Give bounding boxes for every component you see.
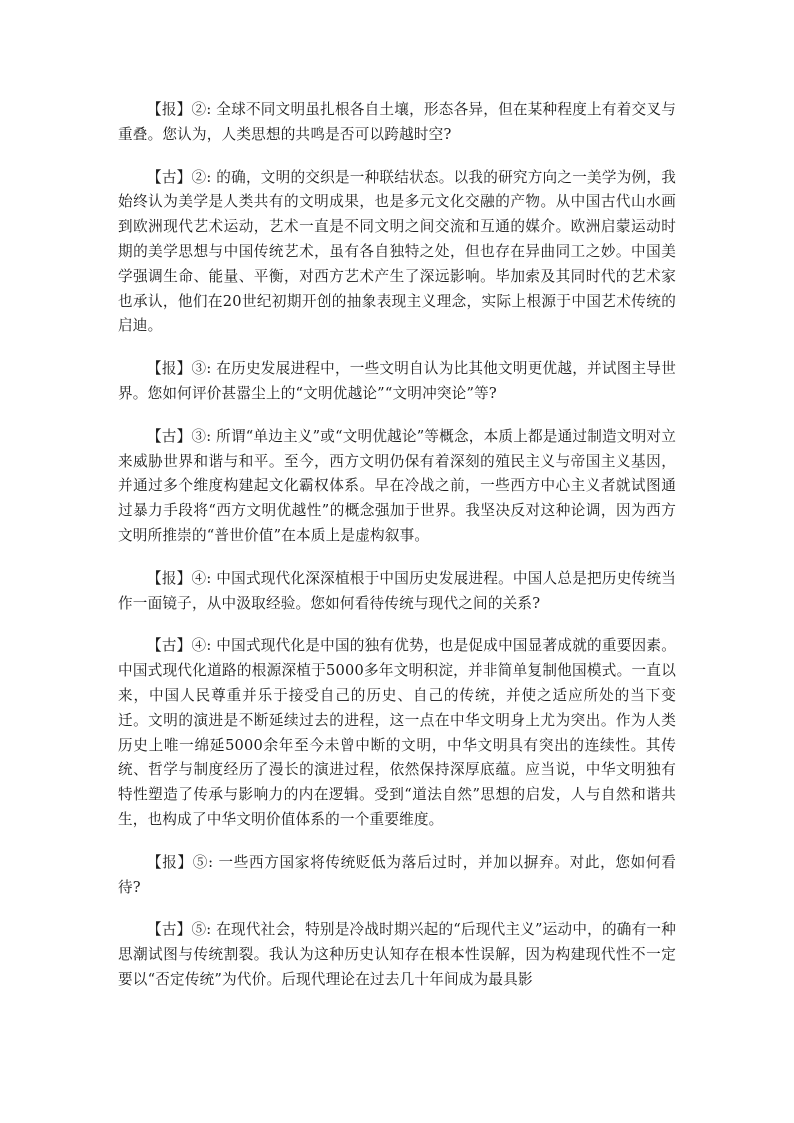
paragraph-reporter-2 — [118, 98, 676, 148]
paragraph-text: 在历史发展进程中，一些文明自认为比其他文明更优越，并试图主导世界。您如何评价甚嚣尘上的“文明优越论”“文明冲突论”等? — [118, 360, 676, 402]
speaker-label: 【报】②: — [147, 101, 212, 118]
speaker-label: 【古】⑤: — [147, 921, 212, 939]
paragraph-reporter-3 — [118, 357, 676, 407]
speaker-label: 【报】④: — [147, 569, 212, 587]
document-page — [118, 98, 676, 1011]
paragraph-text: 在现代社会，特别是冷战时期兴起的“后现代主义”运动中，的确有一种思潮试图与传统割裂。我认为这种历史认知存在根本性误解，因为构建现代性不一定要以“否定传统”为代价。后现代理论在过去几十年间成为最具影 — [118, 921, 676, 988]
paragraph-text: 中国式现代化是中国的独有优势，也是促成中国显著成就的重要因素。中国式现代化道路的根源深植于5000多年文明积淀，并非简单复制他国模式。一直以来，中国人民尊重并乐于接受自己的历史、自己的传统，并使之适应所处的当下变迁。文明的演进是不断延续过去的进程，这一点在中华文明身上尤为突出。作为人类历史上唯一绵延5000余年至今未曾中断的文明，中华文明具有突出的连续性。其传统、哲学与制度经历了漫长的演进过程，依然保持深厚底蕴。应当说，中华文明独有特性塑造了传承与影响力的内在逻辑。受到“道法自然”思想的启发，人与自然和谐共生，也构成了中华文明价值体系的一个重要维度。 — [118, 637, 676, 828]
paragraph-text: 中国式现代化深深植根于中国历史发展进程。中国人总是把历史传统当作一面镜子，从中汲取经验。您如何看待传统与现代之间的关系? — [118, 569, 676, 612]
paragraph-text: 的确，文明的交织是一种联结状态。以我的研究方向之一美学为例，我始终认为美学是人类共有的文明成果，也是多元文化交融的产物。从中国古代山水画到欧洲现代艺术运动，艺术一直是不同文明之间交流和互通的媒介。欧洲启蒙运动时期的美学思想与中国传统艺术，虽有各自独特之处，但也存在异曲同工之妙。中国美学强调生命、能量、平衡，对西方艺术产生了深远影响。毕加索及其同时代的艺术家也承认，他们在20世纪初期开创的抽象表现主义理念，实际上根源于中国艺术传统的启迪。 — [118, 168, 676, 335]
paragraph-reporter-5 — [118, 851, 676, 901]
paragraph-gu-3 — [118, 425, 676, 549]
paragraph-text: 所谓“单边主义”或“文明优越论”等概念，本质上都是通过制造文明对立来威胁世界和谐与和平。至今，西方文明仍保有着深刻的殖民主义与帝国主义基因，并通过多个维度构建起文化霸权体系。早在冷战之前，一些西方中心主义者就试图通过暴力手段将“西方文明优越性”的概念强加于世界。我坚决反对这种论调，因为西方文明所推崇的“普世价值”在本质上是虚构叙事。 — [118, 427, 676, 544]
paragraph-gu-4 — [118, 634, 676, 832]
speaker-label: 【古】④: — [147, 637, 212, 655]
paragraph-gu-2 — [118, 166, 676, 340]
speaker-label: 【报】③: — [147, 360, 212, 378]
paragraph-reporter-4 — [118, 567, 676, 617]
paragraph-gu-5 — [118, 918, 676, 992]
paragraph-text: 一些西方国家将传统贬低为落后过时，并加以摒弃。对此，您如何看待? — [118, 853, 677, 896]
paragraph-text: 全球不同文明虽扎根各自土壤，形态各异，但在某种程度上有着交叉与重叠。您认为，人类思想的共鸣是否可以跨越时空? — [118, 101, 676, 143]
speaker-label: 【古】②: — [147, 168, 212, 186]
speaker-label: 【古】③: — [147, 427, 212, 445]
speaker-label: 【报】⑤: — [147, 853, 214, 871]
